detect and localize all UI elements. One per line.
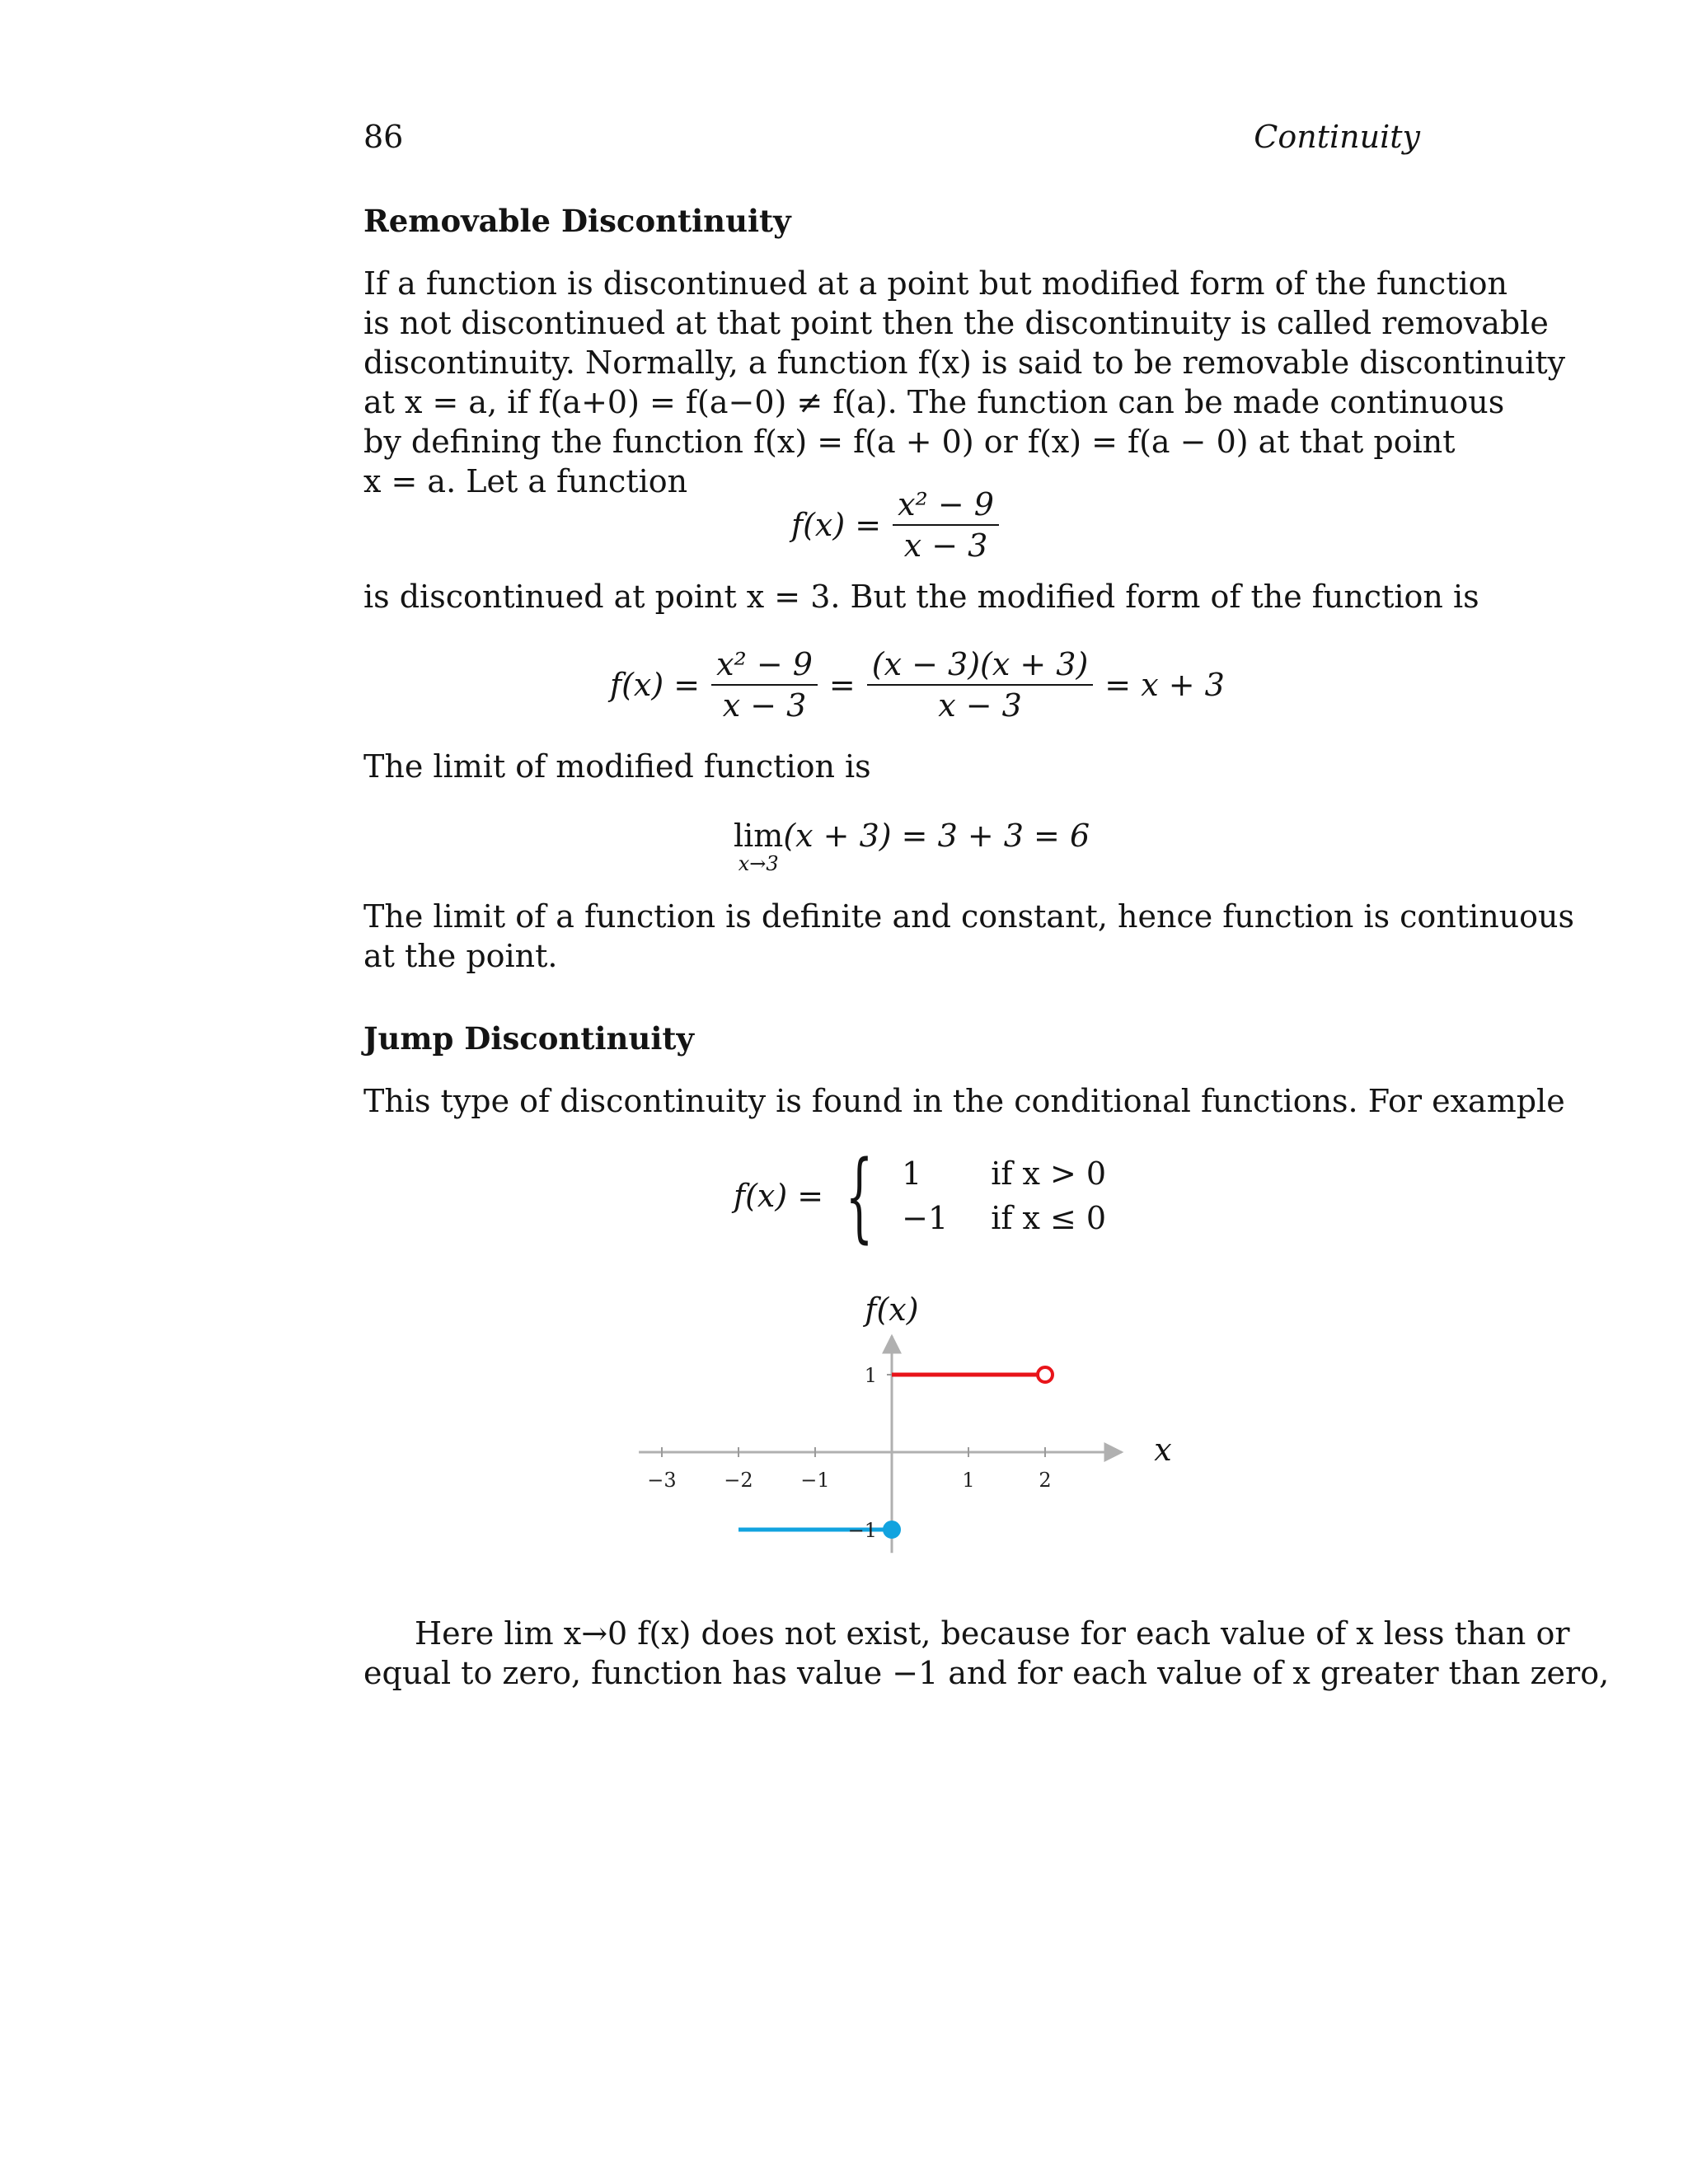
paragraph-line: The limit of a function is definite and constant, hence function is continuous: [363, 898, 1575, 935]
case-condition: if x > 0: [991, 1155, 1107, 1192]
x-axis-label: x: [1154, 1432, 1172, 1468]
section-heading-removable: Removable Discontinuity: [363, 203, 791, 239]
step-function-graph: [626, 1277, 1187, 1574]
fraction-denominator: x − 3: [867, 684, 1094, 725]
case-value: −1: [902, 1200, 949, 1236]
paragraph-line: If a function is discontinued at a point but modified form of the function: [363, 265, 1507, 302]
conclusion-paragraph: [363, 897, 1575, 976]
y-axis-label: f(x): [865, 1291, 919, 1328]
x-tick-label: 1: [962, 1469, 975, 1492]
y-tick-label: −1: [847, 1519, 877, 1542]
equation-lhs: f(x) =: [734, 1178, 824, 1214]
left-brace: {: [845, 1139, 874, 1253]
paragraph-line: discontinuity. Normally, a function f(x) is said to be removable discontinuity: [363, 344, 1566, 381]
running-title: Continuity: [1254, 119, 1420, 155]
bottom-paragraph: [363, 1614, 1610, 1693]
y-tick-label: 1: [864, 1364, 877, 1387]
equation-rhs: = x + 3: [1104, 667, 1225, 703]
equation-lhs: f(x) =: [610, 667, 701, 703]
paragraph-line: is not discontinued at that point then the discontinuity is called removable: [363, 305, 1549, 341]
limit-operator: [734, 816, 784, 875]
paragraph-line: x = a. Let a function: [363, 463, 688, 499]
paragraph-line: by defining the function f(x) = f(a + 0) or f(x) = f(a − 0) at that point: [363, 424, 1456, 460]
equation-1: [791, 485, 999, 565]
paragraph-line: at x = a, if f(a+0) = f(a−0) ≠ f(a). The function can be made continuous: [363, 384, 1505, 420]
open-endpoint-marker: [1038, 1367, 1053, 1382]
fraction: [893, 485, 999, 565]
case-condition: if x ≤ 0: [991, 1200, 1107, 1236]
section-heading-jump: Jump Discontinuity: [363, 1020, 694, 1057]
section1-paragraph: [363, 264, 1566, 501]
paragraph-line: Here lim x→0 f(x) does not exist, because for each value of x less than or: [415, 1615, 1570, 1652]
fraction: [867, 644, 1094, 725]
equals-sign: =: [828, 667, 856, 703]
fraction-numerator: (x − 3)(x + 3): [871, 646, 1089, 682]
paragraph-line: The limit of modified function is: [363, 748, 871, 785]
filled-endpoint-marker: [884, 1521, 900, 1538]
paragraph-line: at the point.: [363, 938, 558, 974]
fraction: [711, 644, 818, 725]
cases-table: [892, 1151, 1116, 1240]
paragraph-line: This type of discontinuity is found in the conditional functions. For example: [363, 1083, 1565, 1119]
case-row: [892, 1196, 1116, 1240]
piecewise-function: [734, 1139, 1116, 1253]
limit-expression: (x + 3) = 3 + 3 = 6: [783, 818, 1090, 854]
x-tick-label: −3: [647, 1469, 677, 1492]
x-tick-label: −2: [724, 1469, 753, 1492]
fraction-numerator: x² − 9: [898, 486, 994, 523]
paragraph-line: is discontinued at point x = 3. But the modified form of the function is: [363, 579, 1479, 615]
x-tick-label: 2: [1039, 1469, 1052, 1492]
x-tick-label: −1: [800, 1469, 830, 1492]
limit-word: lim: [734, 818, 784, 854]
equation-2: [610, 644, 1225, 725]
fraction-denominator: x − 3: [711, 684, 818, 725]
page-number: 86: [363, 119, 404, 155]
equation-lhs: f(x) =: [791, 507, 882, 543]
paragraph-line: equal to zero, function has value −1 and for each value of x greater than zero,: [363, 1655, 1610, 1691]
fraction-denominator: x − 3: [893, 524, 999, 565]
limit-subscript: x→3: [738, 852, 779, 875]
equation-limit: [734, 816, 1090, 875]
case-value: 1: [902, 1155, 922, 1192]
fraction-numerator: x² − 9: [716, 646, 813, 682]
case-row: [892, 1151, 1116, 1196]
